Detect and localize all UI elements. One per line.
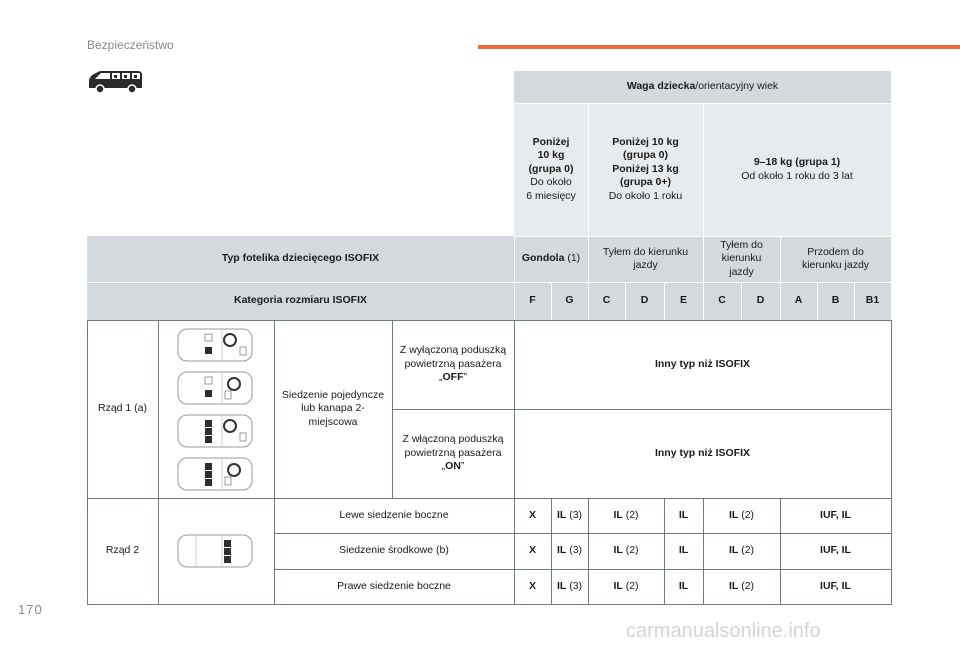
- row2-rear-2: IL (2): [613, 544, 639, 557]
- seat-diagram-airbag-on-single: [176, 412, 256, 450]
- row2-last: IUF, IL: [820, 544, 851, 557]
- row2-seat-name: Prawe siedzenie boczne: [337, 579, 451, 592]
- row2-rear-1: IL (3): [556, 544, 583, 557]
- row1-seat-diagrams: [158, 320, 274, 498]
- row2-seat-name: Lewe siedzenie boczne: [339, 508, 449, 521]
- row2-last: IUF, IL: [820, 579, 851, 592]
- row2-rear-1: IL (3): [556, 508, 583, 521]
- row2-rear-2: IL (2): [613, 579, 639, 592]
- row2-rear-1: IL (3): [556, 579, 583, 592]
- row2-gondola: X: [528, 579, 536, 592]
- section-accent-bar: [478, 45, 960, 49]
- row2-last: IUF, IL: [820, 508, 851, 521]
- row2-forward: IL (2): [728, 508, 755, 521]
- group-0plus-header: Poniżej 10 kg (grupa 0) Poniżej 13 kg (grupa 0+) Do około 1 roku: [588, 103, 703, 236]
- row2-gondola: X: [528, 544, 536, 557]
- size-class-cell: D: [625, 282, 664, 320]
- size-class-cell: A: [780, 282, 817, 320]
- row1-result-airbag-off: Inny typ niż ISOFIX: [654, 357, 751, 370]
- size-class-cell: B: [817, 282, 854, 320]
- watermark: carmanualsonline.info: [626, 620, 821, 642]
- seat-diagram-airbag-on-bench: [176, 455, 256, 493]
- row2-forward: IL (2): [728, 544, 755, 557]
- row2-seat-name: Siedzenie środkowe (b): [339, 544, 449, 557]
- row1-airbag-on: Z włączoną poduszką powietrzną pasażera „ON”: [402, 433, 504, 473]
- van-icon: [86, 68, 144, 94]
- size-class-cell: C: [703, 282, 741, 320]
- page-number: 170: [18, 602, 43, 617]
- row2-label: Rząd 2: [105, 544, 140, 557]
- section-title: Bezpieczeństwo: [87, 38, 174, 52]
- size-class-cell: G: [551, 282, 588, 320]
- group-0-header: Poniżej 10 kg (grupa 0) Do około 6 miesięcy: [514, 103, 588, 236]
- row2-rear-3: IL: [678, 508, 689, 521]
- size-class-cell: B1: [854, 282, 891, 320]
- group-1-header: 9–18 kg (grupa 1) Od około 1 roku do 3 lat: [703, 103, 891, 236]
- row2-rear-3: IL: [678, 544, 689, 557]
- row1-result-airbag-on: Inny typ niż ISOFIX: [654, 446, 751, 459]
- rear-facing-cell-1: Tyłem do kierunku jazdy: [588, 236, 703, 282]
- forward-facing-cell: Przodem do kierunku jazdy: [780, 236, 891, 282]
- row2-seat-diagram: [158, 498, 274, 604]
- size-class-cell: C: [588, 282, 625, 320]
- seat-diagram-airbag-off-bench: [176, 369, 256, 407]
- row2-rear-2: IL (2): [613, 508, 639, 521]
- size-category-label: Kategoria rozmiaru ISOFIX: [87, 282, 514, 320]
- gondola-cell: Gondola (1): [514, 236, 588, 282]
- seat-diagram-row2: [176, 532, 256, 570]
- row2-rear-3: IL: [678, 579, 689, 592]
- weight-header: Waga dziecka/orientacyjny wiek: [514, 71, 891, 103]
- seat-diagram-airbag-off-single: [176, 326, 256, 364]
- row1-label: Rząd 1 (a): [97, 402, 148, 415]
- row2-forward: IL (2): [728, 579, 755, 592]
- row2-gondola: X: [528, 508, 536, 521]
- size-class-cell: D: [741, 282, 780, 320]
- rear-facing-cell-2: Tyłem do kierunku jazdy: [703, 236, 780, 282]
- size-class-cell: E: [664, 282, 703, 320]
- isofix-type-label: Typ fotelika dziecięcego ISOFIX: [87, 236, 514, 282]
- row1-airbag-off: Z wyłączoną poduszką powietrzną pasażera „OFF”: [399, 344, 507, 384]
- size-class-cell: F: [514, 282, 551, 320]
- row1-seat-description: Siedzenie pojedyncze lub kanapa 2-miejscowa: [281, 388, 385, 428]
